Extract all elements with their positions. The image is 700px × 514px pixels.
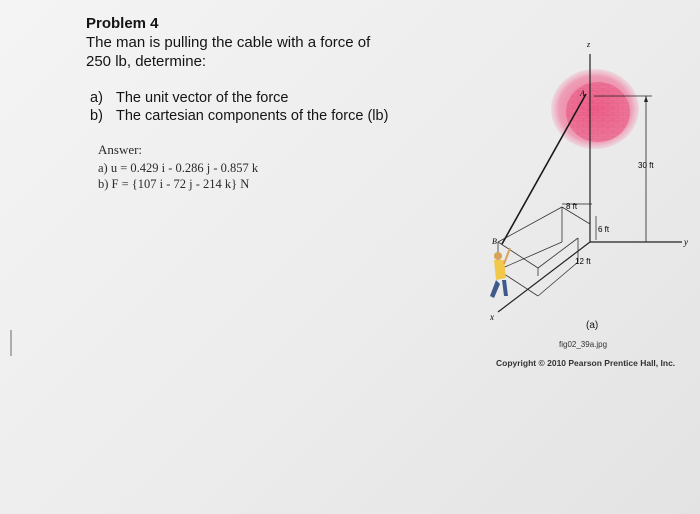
dim-30-label: 30 ft: [638, 161, 654, 170]
dim-8-label: 8 ft: [566, 202, 578, 211]
statement-line: The man is pulling the cable with a force of: [86, 34, 371, 51]
problem-block: [86, 14, 446, 125]
figure-filename: fig02_39a.jpg: [559, 340, 608, 349]
part-label: a): [90, 90, 103, 106]
answer-heading: Answer:: [98, 142, 143, 157]
answer-b: b) F = {107 i - 72 j - 214 k} N: [98, 177, 250, 191]
z-axis-label: z: [587, 40, 591, 49]
problem-title: Problem 4: [86, 15, 159, 32]
answer-block: [98, 142, 258, 192]
figure-copyright: Copyright © 2010 Pearson Prentice Hall, Inc.: [496, 358, 676, 368]
margin-mark: [10, 330, 12, 356]
statement-line: 250 lb, determine:: [86, 53, 207, 70]
figure-diagram: [470, 34, 700, 354]
answer-a: a) u = 0.429 i - 0.286 j - 0.857 k: [98, 161, 259, 175]
cable: [502, 94, 586, 244]
point-b-label: B: [492, 237, 497, 246]
dim-12-label: 12 ft: [575, 257, 591, 266]
dimension-box: [498, 207, 590, 296]
y-axis-label: y: [684, 237, 688, 247]
problem-parts: [86, 89, 446, 125]
man-figure: [490, 248, 510, 298]
problem-statement: [86, 33, 446, 71]
part-a: [86, 89, 446, 107]
part-text: The unit vector of the force: [116, 90, 289, 106]
part-label: b): [90, 108, 103, 124]
point-a-label: A: [580, 89, 585, 98]
dim-6-label: 6 ft: [598, 225, 610, 234]
x-axis-line: [498, 242, 590, 312]
figure-caption: (a): [586, 320, 599, 331]
brick-wall: [551, 69, 639, 149]
dim-30-arrow-top: [644, 96, 648, 102]
part-text: The cartesian components of the force (lb): [116, 108, 389, 124]
part-b: [86, 107, 446, 125]
x-axis-label: x: [490, 312, 494, 322]
